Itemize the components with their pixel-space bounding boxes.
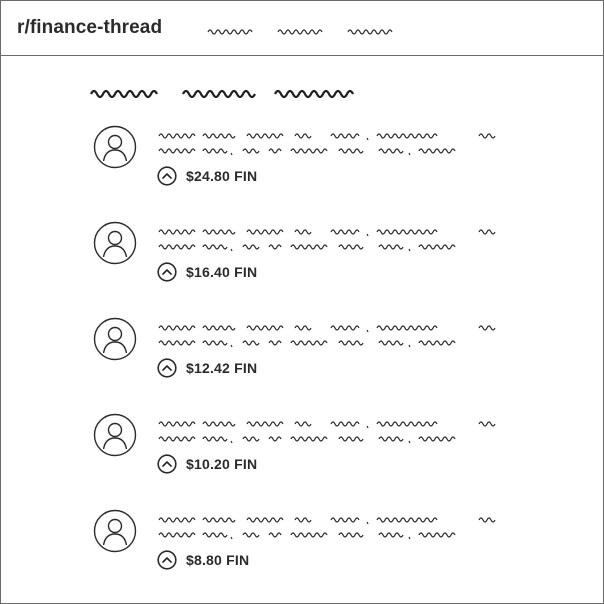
comment-item-4 [93,411,523,491]
tip-amount: $12.42 FIN [186,360,258,376]
nav-link-1-scribble [207,25,255,37]
upvote-chevron-icon [157,262,177,282]
comment-body-line-1 [157,417,507,429]
user-avatar-icon[interactable] [93,413,137,457]
user-avatar-icon[interactable] [93,509,137,553]
upvote-button[interactable] [157,453,257,475]
nav-link-2-scribble [277,25,325,37]
upvote-button[interactable] [157,357,257,379]
comment-body-line-1 [157,129,507,141]
comment-body-line-1 [157,225,507,237]
tip-amount: $10.20 FIN [186,456,258,472]
upvote-chevron-icon [157,550,177,570]
nav-link-2[interactable] [277,25,325,37]
nav-link-3[interactable] [347,25,395,37]
comment-body-line-2 [157,528,507,540]
tip-amount: $16.40 FIN [186,264,258,280]
upvote-chevron-icon [157,166,177,186]
comment-body-line-2 [157,432,507,444]
upvote-chevron-icon [157,358,177,378]
upvote-button[interactable] [157,549,249,571]
comment-item-1 [93,123,523,203]
upvote-button[interactable] [157,261,257,283]
comment-item-2 [93,219,523,299]
comment-item-3 [93,315,523,395]
tip-amount: $8.80 FIN [186,552,250,568]
tip-amount: $24.80 FIN [186,168,258,184]
post-title [89,81,355,110]
user-avatar-icon[interactable] [93,125,137,169]
upvote-chevron-icon [157,454,177,474]
user-avatar-icon[interactable] [93,221,137,265]
comment-item-5 [93,507,523,587]
header-bar [1,1,603,56]
upvote-button[interactable] [157,165,257,187]
subreddit-title[interactable]: r/finance-thread [17,17,163,38]
comment-body-line-2 [157,240,507,252]
comment-body-line-2 [157,144,507,156]
post-title-scribble [89,81,355,105]
comment-body-line-1 [157,321,507,333]
comment-body-line-2 [157,336,507,348]
nav-link-1[interactable] [207,25,255,37]
user-avatar-icon[interactable] [93,317,137,361]
comment-body-line-1 [157,513,507,525]
nav-link-3-scribble [347,25,395,37]
